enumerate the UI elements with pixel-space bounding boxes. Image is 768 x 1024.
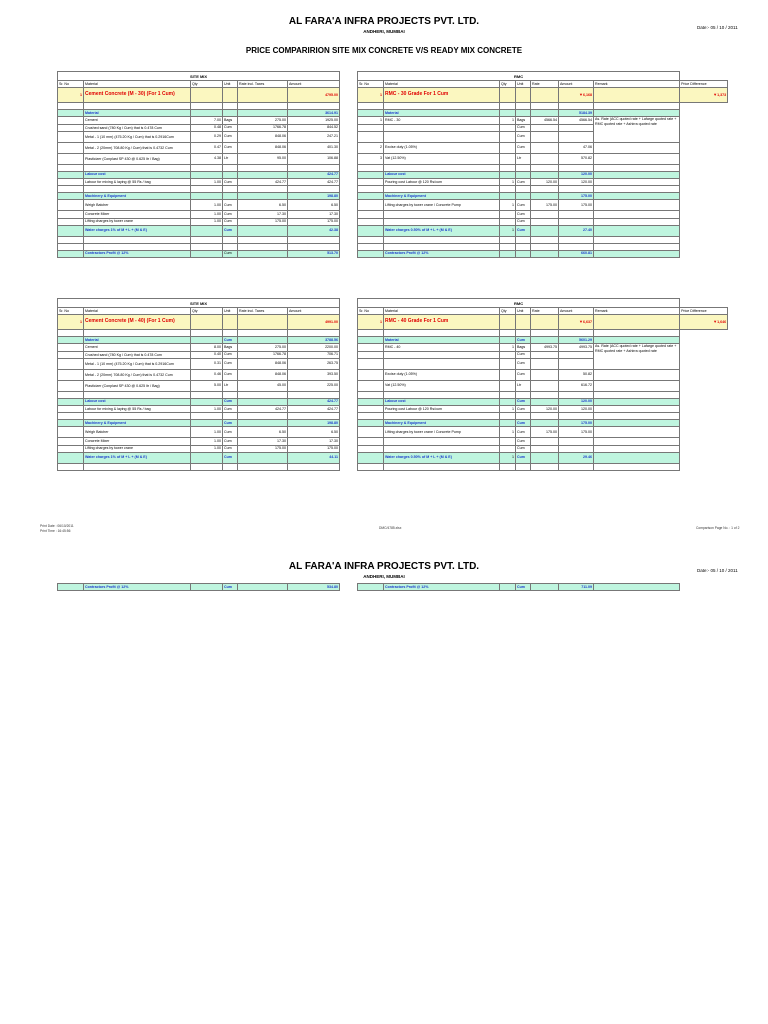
water-heading: Water charges 0.50% of M + L + (M & E) <box>384 225 500 236</box>
col-unit: Unit <box>223 81 238 88</box>
material-heading: Material <box>84 110 191 117</box>
item-number: 1 <box>358 88 384 103</box>
labour-amount: 120.00 <box>559 171 594 178</box>
table-row: Labour for mixing & laying @ 55 Rs / bag 1.00 Cum 424.77 424.77 <box>58 178 340 185</box>
table-row: Crushed sand (780 Kg / Cum) that is 0.478 Cum 0.40 Cum 1766.78 706.71 <box>58 351 340 358</box>
machinery-heading: Machinery & Equipment <box>384 420 500 427</box>
price-difference: 1,373 <box>717 93 727 98</box>
machinery-heading: Machinery & Equipment <box>84 193 191 200</box>
labour-amount: 424.77 <box>288 171 340 178</box>
item-number: 1 <box>58 315 84 330</box>
material-amount: 5601.29 <box>559 337 594 344</box>
down-arrow-icon: ▼ <box>579 319 583 325</box>
item-description: Cement Concrete (M - 40) (For 1 Cum) <box>84 315 191 330</box>
col-rate: Rate incl. Taxes <box>238 81 288 88</box>
col-sr: Sr. No <box>58 81 84 88</box>
material-heading: Material <box>384 337 500 344</box>
table-row: Cement 8.00 Bags 275.00 2200.00 <box>58 344 340 351</box>
water-amount: 44.11 <box>288 452 340 463</box>
site-mix-table-m30: SITE MIX Sr. No Material Qty Unit Rate incl. Taxes Amount 1 Cement Concrete (M - 30) (For 1 Cum) 4795.00 Material 3614.91 Cement 7.00 Bags 275.00 1925.00 Crushed sand (780 Kg / Cum) that is 0.478 Cum 0.48 Cum 1766.78 844.52 Metal - 1 (10 mm) (475.20 Kg / Cum) that is 0.2916Cum 0.29 Cum 848.06 247.21 Metal - 2 (20mm) 708.80 Kg / Cum) that is 0.4732 Cum 0.47 Cum 848.06 401.30 Plasticizer (Conplast SP 430 @ 0.625 ltr / Bag) 4.38 Ltr 95.00 106.88 Labour cost 424.77 Labour for mixing & laying @ 55 Rs / bag 1.00 Cum 424.77 424.77 Machinery & Equipment 198.80 Weigh Batcher 1.00 Cum 6.50 6.50 Concrete Mixer 1.00 Cum 17.30 17.30 Lifting charges by tower crane 1.00 Cum 175.00 175.00 Water charges 1% of M + L + (M & E) Cum 42.38 Contractors Profit @ 12% Cum 513.70 <box>57 71 340 258</box>
remark-text: As. Rate (ACC quoted rate + Lafarge quoted rate + RMC quoted rate + Ashirra quoted rate <box>594 344 680 369</box>
labour-heading: Labour cost <box>84 171 191 178</box>
profit-amount: 534.80 <box>288 584 340 591</box>
item-description: RMC - 30 Grade For 1 Cum <box>384 88 500 103</box>
table-row: Cum <box>358 358 728 369</box>
item-amount: 4795.00 <box>288 88 340 103</box>
rmc-heading: RMC <box>358 72 680 81</box>
profit-heading: Contractors Profit @ 12% <box>84 250 191 257</box>
machinery-heading: Machinery & Equipment <box>84 420 191 427</box>
table-row: Lifting charges by tower crane / Concrete Pump 1 Cum 175.00 175.00 <box>358 200 728 211</box>
profit-amount: 513.70 <box>288 250 340 257</box>
item-amount: 6,637 <box>583 320 592 325</box>
table-row: Pouring cost Labour @ 120 Rs/cum 1 Cum 120.00 120.00 <box>358 405 728 412</box>
item-description: RMC - 40 Grade For 1 Cum <box>384 315 500 330</box>
labour-heading: Labour cost <box>84 398 191 405</box>
document-date: Date:- 05 / 10 / 2011 <box>697 25 738 30</box>
site-mix-heading: SITE MIX <box>58 72 340 81</box>
table-row: Concrete Mixer 1.00 Cum 17.30 17.30 <box>58 438 340 445</box>
profit-heading: Contractors Profit @ 12% <box>384 584 500 591</box>
col-material: Material <box>84 81 191 88</box>
machinery-amount: 198.80 <box>288 420 340 427</box>
material-amount: 3788.56 <box>288 337 340 344</box>
water-heading: Water charges 0.50% of M + L + (M & E) <box>384 452 500 463</box>
col-amount: Amount <box>288 81 340 88</box>
profit-heading: Contractors Profit @ 12% <box>384 250 500 257</box>
price-difference: 1,646 <box>717 320 727 325</box>
table-row: Weigh Batcher 1.00 Cum 6.50 6.50 <box>58 200 340 211</box>
profit-amount: 660.81 <box>559 250 594 257</box>
water-amount: 42.38 <box>288 225 340 236</box>
table-row: Metal - 1 (10 mm) (475.20 Kg / Cum) that is 0.2916Cum 0.29 Cum 848.06 247.21 <box>58 131 340 142</box>
profit-heading: Contractors Profit @ 12% <box>84 584 191 591</box>
page-number: Comparison Page No. : 1 of 2 <box>696 526 740 530</box>
water-heading: Water charges 1% of M + L + (M & E) <box>84 452 191 463</box>
item-amount: 4991.00 <box>288 315 340 330</box>
table-row: Lifting charges by tower crane / Concrete Pump 1 Cum 175.00 175.00 <box>358 427 728 438</box>
rmc-table-m30: RMC Sr. No Material Qty Unit Rate Amount Remark Price Difference 1 RMC - 30 Grade For 1 Cum ▼6,168 ▼1,373 Material 5184.39 1 RMC - 30 1 Bags 4566.54 4566.54 As. Rate (ACC quoted rate + Lafarge quoted rate + RMC quoted rate + Ashirra quoted rate Cum Cum 2 Excise duty (1.05%) Cum 47.06 3 Vat (12.50%) Ltr 570.82 Labour cost 120.00 Pouring cost Labour @ 120 Rs/cum 1 Cum 120.00 120.00 Machinery & Equipment 175.00 Lifting charges by tower crane / Concrete Pump 1 Cum 175.00 175.00 Cum Cum Water charges 0.50% of M + L + (M & E) 1 Cum 27.40 Contractors Profit @ 12% 660.81 <box>357 71 728 258</box>
table-row: Excise duty (1.05%) Cum 50.82 <box>358 369 728 380</box>
table-row: Plasticizer (Conplast SP 430 @ 0.625 ltr / Bag) 5.00 Ltr 45.00 225.00 <box>58 380 340 391</box>
down-arrow-icon: ▼ <box>579 92 583 98</box>
document-date-page2: Date:- 05 / 10 / 2011 <box>697 568 738 573</box>
water-amount: 27.40 <box>559 225 594 236</box>
rmc-table-m40: RMC Sr. No Material Qty Unit Rate Amount Remark Price Difference 1 RMC - 40 Grade For 1 Cum ▼6,637 ▼1,646 Material Cum 5601.29 RMC - 40 1 Bags 4993.75 4993.75 As. Rate (ACC quoted rate + Lafarge quoted rate + RMC quoted rate + Ashirra quoted rate Cum Cum Excise duty (1.05%) Cum 50.82 Vat (12.50%) Ltr 616.72 Labour cost Cum 120.00 Pouring cost Labour @ 120 Rs/cum 1 Cum 120.00 120.00 Machinery & Equipment Cum 175.00 Lifting charges by tower crane / Concrete Pump 1 Cum 175.00 175.00 Cum Cum Water charges 0.50% of M + L + (M & E) 1 Cum 29.46 <box>357 298 728 471</box>
table-row: Cum <box>358 124 728 131</box>
table-row: Weigh Batcher 1.00 Cum 6.50 6.50 <box>58 427 340 438</box>
site-mix-table-m40: SITE MIX Sr. No Material Qty Unit Rate incl. Taxes Amount 1 Cement Concrete (M - 40) (For 1 Cum) 4991.00 Material Cum 3788.56 Cement 8.00 Bags 275.00 2200.00 Crushed sand (780 Kg / Cum) that is 0.478 Cum 0.40 Cum 1766.78 706.71 Metal - 1 (10 mm) (475.20 Kg / Cum) that is 0.2916Cum 0.31 Cum 848.06 263.75 Metal - 2 (20mm) 708.80 Kg / Cum) that is 0.4732 Cum 0.46 Cum 848.06 393.50 Plasticizer (Conplast SP 430 @ 0.625 ltr / Bag) 5.00 Ltr 45.00 225.00 Labour cost Cum 424.77 Labour for mixing & laying @ 55 Rs / bag 1.00 Cum 424.77 424.77 Machinery & Equipment Cum 198.80 Weigh Batcher 1.00 Cum 6.50 6.50 Concrete Mixer 1.00 Cum 17.30 17.30 Lifting charges by tower crane 1.00 Cum 175.00 175.00 Water charges 1% of M + L + (M & E) Cum 44.11 <box>57 298 340 471</box>
down-arrow-icon: ▼ <box>713 92 718 98</box>
labour-amount: 120.00 <box>559 398 594 405</box>
water-amount: 29.46 <box>559 452 594 463</box>
machinery-heading: Machinery & Equipment <box>384 193 500 200</box>
company-address-page2: ANDHERI, MUMBAI <box>363 574 405 579</box>
profit-amount: 711.09 <box>559 584 594 591</box>
table-row: Cum <box>358 351 728 358</box>
company-name-page2: AL FARA'A INFRA PROJECTS PVT. LTD. <box>288 561 480 572</box>
table-row: RMC - 40 1 Bags 4993.75 4993.75 As. Rate (ACC quoted rate + Lafarge quoted rate + RMC quoted rate + Ashirra quoted rate <box>358 344 728 351</box>
table-row: Crushed sand (780 Kg / Cum) that is 0.478 Cum 0.48 Cum 1766.78 844.52 <box>58 124 340 131</box>
table-row: Cum <box>358 211 728 218</box>
table-row: Cum <box>358 445 728 452</box>
table-row: Cum <box>358 438 728 445</box>
document-title: PRICE COMPARIRION SITE MIX CONCRETE V/S READY MIX CONCRETE <box>245 46 523 55</box>
material-heading: Material <box>84 337 191 344</box>
table-row: Plasticizer (Conplast SP 430 @ 0.625 ltr / Bag) 4.38 Ltr 95.00 106.88 <box>58 153 340 164</box>
material-amount: 3614.91 <box>288 110 340 117</box>
file-name: DMC/4785.xlsx <box>379 526 402 530</box>
rmc-profit-m40: Contractors Profit @ 12% Cum 711.09 <box>357 583 680 591</box>
table-row: Metal - 2 (20mm) 708.80 Kg / Cum) that is 0.4732 Cum 0.46 Cum 848.06 393.50 <box>58 369 340 380</box>
table-row: Cement 7.00 Bags 275.00 1925.00 <box>58 117 340 124</box>
table-row: Lifting charges by tower crane 1.00 Cum 175.00 175.00 <box>58 218 340 225</box>
table-row: Lifting charges by tower crane 1.00 Cum 175.00 175.00 <box>58 445 340 452</box>
machinery-amount: 175.00 <box>559 193 594 200</box>
table-row: Pouring cost Labour @ 120 Rs/cum 1 Cum 120.00 120.00 <box>358 178 728 185</box>
site-mix-profit-m40: Contractors Profit @ 12% Cum 534.80 <box>57 583 340 591</box>
table-row: Metal - 2 (20mm) 708.80 Kg / Cum) that is 0.4732 Cum 0.47 Cum 848.06 401.30 <box>58 142 340 153</box>
labour-heading: Labour cost <box>384 398 500 405</box>
table-row: Metal - 1 (10 mm) (475.20 Kg / Cum) that is 0.2916Cum 0.31 Cum 848.06 263.75 <box>58 358 340 369</box>
down-arrow-icon: ▼ <box>713 319 718 325</box>
table-row: 1 RMC - 30 1 Bags 4566.54 4566.54 As. Rate (ACC quoted rate + Lafarge quoted rate + RMC quoted rate + Ashirra quoted rate <box>358 117 728 124</box>
table-row: 2 Excise duty (1.05%) Cum 47.06 <box>358 142 728 153</box>
table-row: Concrete Mixer 1.00 Cum 17.30 17.30 <box>58 211 340 218</box>
material-heading: Material <box>384 110 500 117</box>
item-number: 1 <box>358 315 384 330</box>
item-number: 1 <box>58 88 84 103</box>
labour-heading: Labour cost <box>384 171 500 178</box>
item-description: Cement Concrete (M - 30) (For 1 Cum) <box>84 88 191 103</box>
table-row: 3 Vat (12.50%) Ltr 570.82 <box>358 153 728 164</box>
site-mix-heading: SITE MIX <box>58 299 340 308</box>
remark-text: As. Rate (ACC quoted rate + Lafarge quoted rate + RMC quoted rate + Ashirra quoted rate <box>594 117 680 142</box>
table-row: Vat (12.50%) Ltr 616.72 <box>358 380 728 391</box>
material-amount: 5184.39 <box>559 110 594 117</box>
table-row: Cum <box>358 218 728 225</box>
col-qty: Qty <box>191 81 223 88</box>
print-time: Print Time : 16:45:56 <box>40 529 71 533</box>
company-name: AL FARA'A INFRA PROJECTS PVT. LTD. <box>288 16 480 27</box>
machinery-amount: 198.80 <box>288 193 340 200</box>
labour-amount: 424.77 <box>288 398 340 405</box>
company-address: ANDHERI, MUMBAI <box>363 29 405 34</box>
water-heading: Water charges 1% of M + L + (M & E) <box>84 225 191 236</box>
item-amount: 6,168 <box>583 93 592 98</box>
rmc-heading: RMC <box>358 299 680 308</box>
machinery-amount: 175.00 <box>559 420 594 427</box>
print-date: Print Date : 06/10/2011 <box>40 524 74 528</box>
table-row: Labour for mixing & laying @ 55 Rs / bag 1.00 Cum 424.77 424.77 <box>58 405 340 412</box>
table-row: Cum <box>358 131 728 142</box>
